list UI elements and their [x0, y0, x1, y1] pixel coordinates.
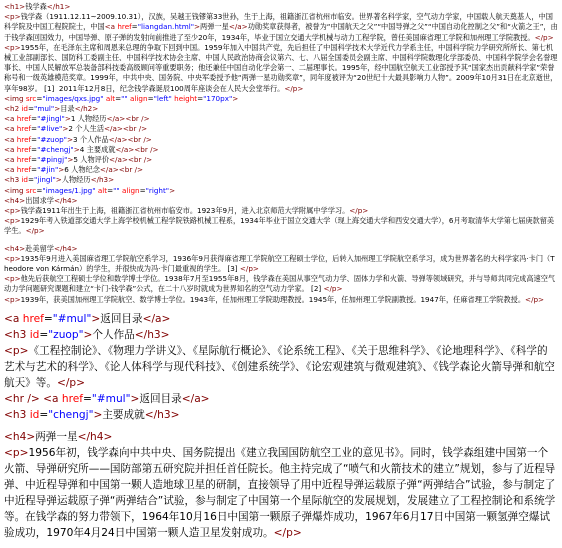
text-token: =	[147, 93, 154, 103]
text-token: 钱学森1911年出生于上海，祖籍浙江省杭州市临安市。1923年9月，进入北京师范大学附属中学学习。	[20, 206, 350, 216]
html-tag-token: >	[91, 312, 101, 325]
html-tag-token: </p>	[323, 284, 343, 294]
text-token: 他先后获航空工程硕士学位和数学博士学位。1938年7月至1955年8月，钱学森在美国从事空气动力学、固体力学和火箭、导弹等领域研究，并与导师共同完成高速空气动力学问题研究课题和建立“卡门-钱学森”公式，在二十八岁时就成为世界知名的空气动力学家。 [2]	[4, 274, 556, 294]
attribute-token: href	[16, 155, 32, 165]
html-tag-token: <h4>	[4, 243, 26, 253]
attribute-token: href	[22, 312, 44, 325]
code-line[interactable]	[4, 196, 558, 206]
attribute-value-token: "#mul"	[91, 392, 131, 405]
text-token: =	[28, 104, 35, 114]
attribute-token: id	[21, 175, 28, 185]
html-tag-token: </h1>	[46, 2, 71, 11]
html-tag-token: </a><br />	[115, 144, 159, 154]
html-tag-token: <a	[4, 134, 17, 144]
text-token: 《工程控制论》、《物理力学讲义》、《星际航行概论》、《论系统工程》、《关于思维科学》、《论地理科学》、《科学的艺术与艺术的科学》、《论人体科学与现代科技》、《创建系统学》、《论宏观建筑与微观建筑》、《钱学森论火箭导弹和航空航天》等。	[4, 344, 555, 389]
attribute-token: align	[122, 185, 140, 195]
text-token: =	[36, 93, 43, 103]
code-line[interactable]	[4, 327, 558, 343]
text-token: =	[115, 93, 122, 103]
text-token: 1935年9月进入美国麻省理工学院航空系学习，1936年9月获得麻省理工学院航空工程硕士学位，后转入加州理工学院航空系学习，成为世界著名的大科学家冯·卡门（Theodore von Kármán）的学生，并很快成为冯·卡门最重视的学生。 [3]	[4, 253, 555, 274]
attribute-token: id	[29, 408, 40, 421]
attribute-value-token: ""	[113, 185, 120, 195]
text-token: 3 个人作品	[73, 134, 109, 144]
text-token: =	[31, 134, 38, 144]
text-token: 返回目录	[100, 312, 143, 325]
attribute-value-token: "mul"	[34, 104, 55, 114]
attribute-token: id	[21, 104, 28, 114]
text-token: 1 人物经历	[70, 114, 107, 124]
code-line[interactable]	[4, 124, 558, 134]
html-tag-token: <a	[4, 165, 17, 175]
text-token: 目录	[60, 104, 75, 114]
code-line[interactable]	[4, 165, 558, 175]
text-token: =	[31, 114, 38, 124]
text-token: =	[197, 93, 204, 103]
text-token: 钱学森（1911.12.11~2009.10.31），汉族，吴越王钱镠第33世孙，生于上海，祖籍浙江省杭州市临安。世界著名科学家，空气动力学家，中国载人航天奠基人，中国科学院及中国工程院院士，中国	[4, 12, 553, 32]
html-tag-token: <img	[4, 185, 26, 195]
html-tag-token: >	[83, 328, 93, 341]
text-token: =	[31, 124, 38, 134]
attribute-token: href	[16, 134, 32, 144]
html-tag-token: </h4>	[77, 430, 113, 443]
html-tag-token: <p>	[4, 253, 21, 263]
attribute-token: src	[25, 185, 37, 195]
attribute-value-token: ""	[121, 93, 128, 103]
code-line[interactable]	[4, 407, 558, 423]
text-token: =	[31, 165, 38, 175]
attribute-token: href	[61, 392, 83, 405]
text-token: 4 主要成就	[79, 144, 116, 154]
text-token: =	[31, 155, 38, 165]
text-token: =	[28, 175, 35, 185]
attribute-token: align	[130, 93, 148, 103]
text-token: =	[107, 185, 114, 195]
html-tag-token: >	[55, 175, 62, 185]
html-tag-token: <p>	[4, 216, 21, 226]
attribute-value-token: "liangdan.html"	[137, 22, 195, 32]
html-tag-token: </p>	[349, 206, 369, 216]
code-line[interactable]	[4, 145, 558, 155]
html-tag-token: <img	[4, 93, 26, 103]
html-tag-token: >	[67, 134, 74, 144]
html-tag-token: </p>	[25, 226, 45, 236]
attribute-value-token: "chengj"	[48, 408, 94, 421]
text-token: 2 个人生活	[68, 124, 105, 134]
text-token: 6 人物纪念	[64, 165, 100, 175]
html-tag-token: <h1>	[4, 2, 26, 11]
attribute-token: href	[16, 124, 32, 134]
attribute-value-token: "jingl"	[34, 175, 56, 185]
code-line[interactable]	[4, 254, 558, 274]
html-tag-token: >	[232, 93, 239, 103]
attribute-token: href	[117, 22, 132, 32]
attribute-token: height	[174, 93, 198, 103]
attribute-value-token: "#pingj"	[37, 155, 68, 165]
attribute-value-token: "#mul"	[52, 312, 92, 325]
html-tag-token: >	[93, 408, 103, 421]
html-tag-token: </h2>	[74, 104, 99, 114]
text-token: 功勋奖章获得者，被誉为“中国航天之父”“中国导弹之父”“中国自动化控制之父”和“火箭之王”，由于钱学森回国效力，中国导弹、原子弹的发射向前推进了至少20年，1934年，毕业于国立交通大学机械与动力工程学院，曾任美国麻省理工学院和加州理工学院教授。	[4, 22, 558, 42]
code-line[interactable]	[4, 244, 558, 254]
html-tag-token: </p>	[56, 376, 86, 389]
html-tag-token: </a><br />	[108, 134, 152, 144]
code-line[interactable]	[4, 445, 558, 541]
text-token: =	[139, 185, 146, 195]
attribute-value-token: "images/qxs.jpg"	[42, 93, 104, 103]
html-tag-token: </a><br />	[99, 165, 144, 175]
attribute-token: href	[16, 114, 32, 124]
text-token: 个人作品	[92, 328, 135, 341]
text-token: 1956年初，钱学森向中共中央、国务院提出《建立我国国防航空工业的意见书》。同时，钱学森组建中国第一个火箭、导弹研究所——国防部第五研究院并担任首任院长。他主持完成了“喷气和火箭技术的建立”规划，参与了近程导弹、中近程导弹和中国第一颗人造地球卫星的研制，直接领导了用中近程导弹运载原子弹“两弹结合”试验，参与制定了中近程导弹运载原子弹“两弹结合”试验，参与制定了中国第一个星际航空的发展规划，发展建立了工程控制论和系统学等。在钱学森的努力带领下，1964年10月16日中国第一颗原子弹爆炸成功，1967年6月17日中国第一颗氢弹空爆试验成功，1970年4月24日中国第一颗人造卫星发射成功。	[4, 446, 556, 539]
html-tag-token: </h4>	[53, 243, 78, 253]
text-token: =	[43, 312, 53, 325]
text-token: 主要成就	[102, 408, 145, 421]
html-tag-token: </p>	[525, 294, 545, 304]
html-tag-token: >	[58, 165, 65, 175]
html-tag-token: >	[130, 392, 140, 405]
html-tag-token: <a	[104, 22, 118, 32]
code-line[interactable]	[4, 155, 558, 165]
text-token: 1939年，获美国加州理工学院航空、数学博士学位。1943年，任加州理工学院助理教授。1945年，任加州理工学院副教授。1947年，任麻省理工学院教授。	[20, 294, 526, 304]
html-tag-token: <a	[4, 144, 17, 154]
html-tag-token: </a>	[181, 392, 210, 405]
code-line[interactable]	[4, 43, 558, 94]
code-line[interactable]	[4, 206, 558, 216]
attribute-value-token: "zuop"	[48, 328, 84, 341]
text-token: =	[131, 22, 138, 32]
code-line[interactable]	[4, 311, 558, 327]
attribute-value-token: "images/1.jpg"	[42, 185, 96, 195]
text-token: 出国求学	[25, 195, 54, 205]
html-tag-token: </p>	[239, 264, 259, 274]
html-tag-token: <a	[43, 392, 62, 405]
html-tag-token: <h4>	[4, 195, 26, 205]
attribute-token: alt	[97, 185, 108, 195]
html-tag-token: >	[54, 104, 61, 114]
html-tag-token: </h4>	[53, 195, 78, 205]
html-tag-token: </a><br />	[104, 124, 148, 134]
attribute-token: href	[16, 144, 32, 154]
html-tag-token: <h3	[4, 408, 30, 421]
html-tag-token: <hr />	[4, 392, 40, 405]
attribute-value-token: "left"	[153, 93, 172, 103]
html-tag-token: </p>	[534, 32, 554, 42]
html-tag-token: <a	[4, 155, 17, 165]
text-token: =	[39, 328, 49, 341]
text-token: =	[39, 408, 49, 421]
code-line[interactable]	[4, 114, 558, 124]
html-tag-token: <p>	[4, 294, 21, 304]
attribute-token: id	[29, 328, 40, 341]
attribute-value-token: "#jin"	[37, 165, 59, 175]
text-token: =	[31, 144, 38, 154]
attribute-value-token: "right"	[145, 185, 170, 195]
html-tag-token: </a><br />	[106, 114, 150, 124]
code-line[interactable]	[4, 186, 558, 196]
html-tag-token: <p>	[4, 344, 29, 357]
html-tag-token: </a>	[142, 312, 171, 325]
text-token: 返回目录	[139, 392, 182, 405]
html-tag-token: </h3>	[144, 408, 180, 421]
html-tag-token: </p>	[273, 526, 302, 539]
html-tag-token: <p>	[4, 206, 21, 216]
text-token: 钱学森	[25, 2, 47, 11]
html-tag-token: </h3>	[90, 175, 115, 185]
html-tag-token: </h3>	[134, 328, 170, 341]
attribute-value-token: "#live"	[37, 124, 63, 134]
code-line[interactable]	[4, 274, 558, 294]
text-token: 5 人物评价	[73, 155, 110, 165]
code-line[interactable]	[4, 391, 558, 407]
code-line[interactable]	[4, 135, 558, 145]
html-tag-token: >	[194, 22, 201, 32]
code-line[interactable]	[4, 295, 558, 305]
html-tag-token: <p>	[4, 446, 29, 459]
text-token: 1955年，在毛泽东主席和周恩来总理的争取下回到中国。1959年加入中国共产党，先后担任了中国科学技术大学近代力学系主任，中国科学院力学研究所所长、第七机械工业部副部长、国防科工委副主任、中国科学技术协会主席、中国人民政治协商会议第六、七、八届全国委员会副主席、中国科学院数理化学部委员、中国科学院学会名誉理事长、中国人民解放军总装备部科技委高级顾问等重要职务；他还兼任中国自动化学会第一、二届理事长。1995年，经中国航空航天工业部授予其“国家杰出贡献科学家”荣誉称号和一级英雄模范奖章。1999年，中共中央、国务院、中央军委授予他“两弹一星功勋奖章”，同年度被评为“20世纪十大最具影响力人物”。2009年10月31日在北京逝世，享年98岁。 [1] 2011年12月8日，纪念钱学森诞辰100周年座谈会在人民大会堂举行。	[4, 42, 558, 93]
code-line[interactable]	[4, 104, 558, 114]
text-token: 1929年考入铁道部交通大学上海学校机械工程学院铁路机械工程系，1934年毕业于国立交通大学（现上海交通大学和西安交通大学），6月考取清华大学第七届庚款留美学生。	[4, 216, 555, 236]
html-tag-token: </a><br />	[109, 155, 153, 165]
html-tag-token: <p>	[4, 42, 21, 52]
html-tag-token: <h3	[4, 328, 30, 341]
text-token: =	[36, 185, 43, 195]
code-line[interactable]	[4, 2, 558, 12]
text-token: =	[82, 392, 92, 405]
code-line[interactable]	[4, 216, 558, 236]
html-tag-token: <h2	[4, 104, 22, 114]
attribute-token: href	[16, 165, 32, 175]
html-tag-token: <a	[4, 124, 17, 134]
blank-line	[4, 237, 558, 244]
attribute-token: alt	[105, 93, 116, 103]
html-tag-token: >	[73, 144, 80, 154]
text-token: 两弹一星	[35, 430, 78, 443]
html-tag-token: <a	[4, 114, 17, 124]
html-tag-token: </p>	[284, 83, 304, 93]
text-token: 两弹一星	[200, 22, 229, 32]
html-tag-token: </a>	[228, 22, 248, 32]
attribute-value-token: "#jingl"	[37, 114, 65, 124]
attribute-value-token: "#chengj"	[37, 144, 74, 154]
code-line[interactable]	[4, 429, 558, 445]
text-token: 人物经历	[61, 175, 91, 185]
html-tag-token: >	[169, 185, 176, 195]
html-tag-token: <h3	[4, 175, 22, 185]
code-line[interactable]	[4, 12, 558, 43]
code-line[interactable]	[4, 94, 558, 104]
attribute-value-token: "170px"	[203, 93, 233, 103]
html-tag-token: <h4>	[4, 430, 36, 443]
html-tag-token: <p>	[4, 274, 21, 284]
code-line[interactable]	[4, 175, 558, 185]
html-tag-token: >	[67, 155, 74, 165]
attribute-value-token: "#zuop"	[37, 134, 67, 144]
attribute-token: src	[25, 93, 37, 103]
html-tag-token: >	[64, 114, 71, 124]
html-tag-token: <a	[4, 312, 23, 325]
html-tag-token: >	[62, 124, 69, 134]
code-line[interactable]	[4, 343, 558, 391]
html-tag-token: <p>	[4, 12, 21, 22]
text-token: 赴美留学	[25, 243, 54, 253]
